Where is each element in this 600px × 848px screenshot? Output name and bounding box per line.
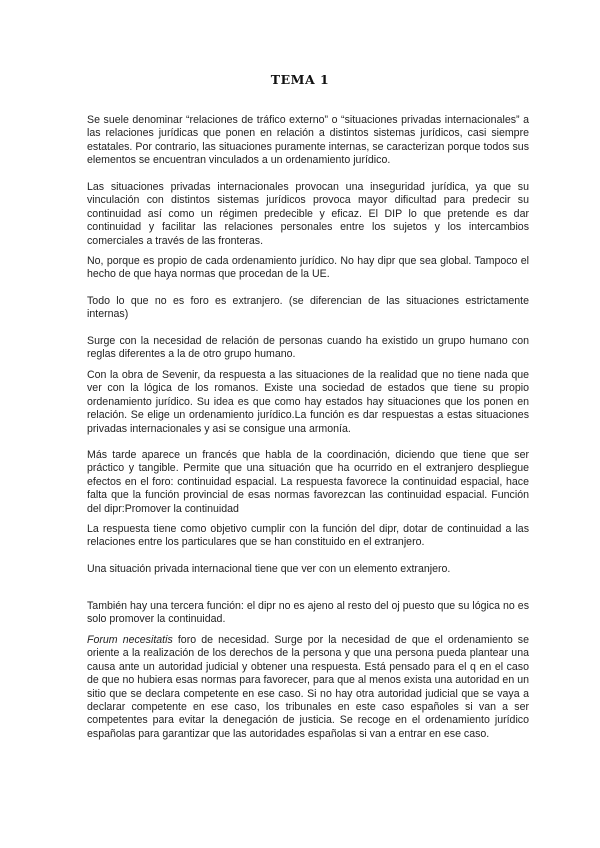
forum-text: foro de necesidad. Surge por la necesidad de que el ordenamiento se oriente a la realización de los derechos de la persona y que una persona pueda plantear una causa ante un autoridad judicial y obtener una respuesta. Está pensado para el q en el caso de que no hubiera esas normas para favorecer, para que al menos exista una autoridad en un sitio que se declara competente en ese caso. Si no hay otra autoridad judicial que se vaya a declarar competente en ese caso, los tribunales en este caso españoles si van a ser competentes para evitar la denegación de justicia. Se recoge en el ordenamiento jurídico españolas para garantizar que las autoridades españolas si van a entrar en ese caso.: [87, 634, 529, 740]
paragraph-coordinacion: Más tarde aparece un francés que habla de la coordinación, diciendo que tiene que ser práctico y tangible. Permite que una situación que ha ocurrido en el extranjero despliegue efectos en el foro: continuidad espacial. La respuesta favorece la continuidad espacial, hace falta que la función provincial de esas normas favorezcan las continuidad espacial. Función del dipr:Promover la continuidad: [87, 449, 529, 515]
paragraph-respuesta: La respuesta tiene como objetivo cumplir con la función del dipr, dotar de continuidad a las relaciones entre los particulares que se han constituido en el extranjero.: [87, 523, 529, 549]
paragraph-tercera-funcion: También hay una tercera función: el dipr no es ajeno al resto del oj puesto que su lógica no es solo promover la continuidad.: [87, 600, 529, 626]
paragraph-sevenir: Con la obra de Sevenir, da respuesta a las situaciones de la realidad que no tiene nada que ver con la lógica de los romanos. Existe una sociedad de estados que tiene su propio ordenamiento jurídico. Su idea es que como hay estados hay situaciones que los ponen en relación. Se elige un ordenamiento jurídico.La función es dar respuestas a estas situaciones privadas internacionales y asi se consigue una armonía.: [87, 369, 529, 435]
paragraph-elemento: Una situación privada internacional tiene que ver con un elemento extranjero.: [87, 563, 451, 575]
paragraph-forum-necesitatis: [87, 634, 529, 741]
page-title: TEMA 1: [270, 72, 330, 87]
paragraph-global: No, porque es propio de cada ordenamiento jurídico. No hay dipr que sea global. Tampoco el hecho de que haya normas que procedan de la UE.: [87, 255, 529, 281]
paragraph-foro: Todo lo que no es foro es extranjero. (se diferencian de las situaciones estrictamente internas): [87, 295, 529, 321]
paragraph-intro: Se suele denominar “relaciones de tráfico externo” o “situaciones privadas internacionales” a las relaciones jurídicas que ponen en relación a distintos sistemas jurídicos, casi siempre estatales. Por contrario, las situaciones puramente internas, se caracterizan porque todos sus elementos se encuentran vinculados a un ordenamiento jurídico.: [87, 114, 529, 167]
forum-term: Forum necesitatis: [87, 634, 173, 646]
paragraph-inseguridad: Las situaciones privadas internacionales provocan una inseguridad jurídica, ya que su vinculación con distintos sistemas jurídicos provoca mayor dificultad para predecir su continuidad así como un régimen predecible y eficaz. El DIP lo que pretende es dar continuidad y facilitar las relaciones personales entre los sujetos y los intercambios comerciales a través de las fronteras.: [87, 181, 529, 247]
paragraph-surge: Surge con la necesidad de relación de personas cuando ha existido un grupo humano con reglas diferentes a la de otro grupo humano.: [87, 335, 529, 361]
